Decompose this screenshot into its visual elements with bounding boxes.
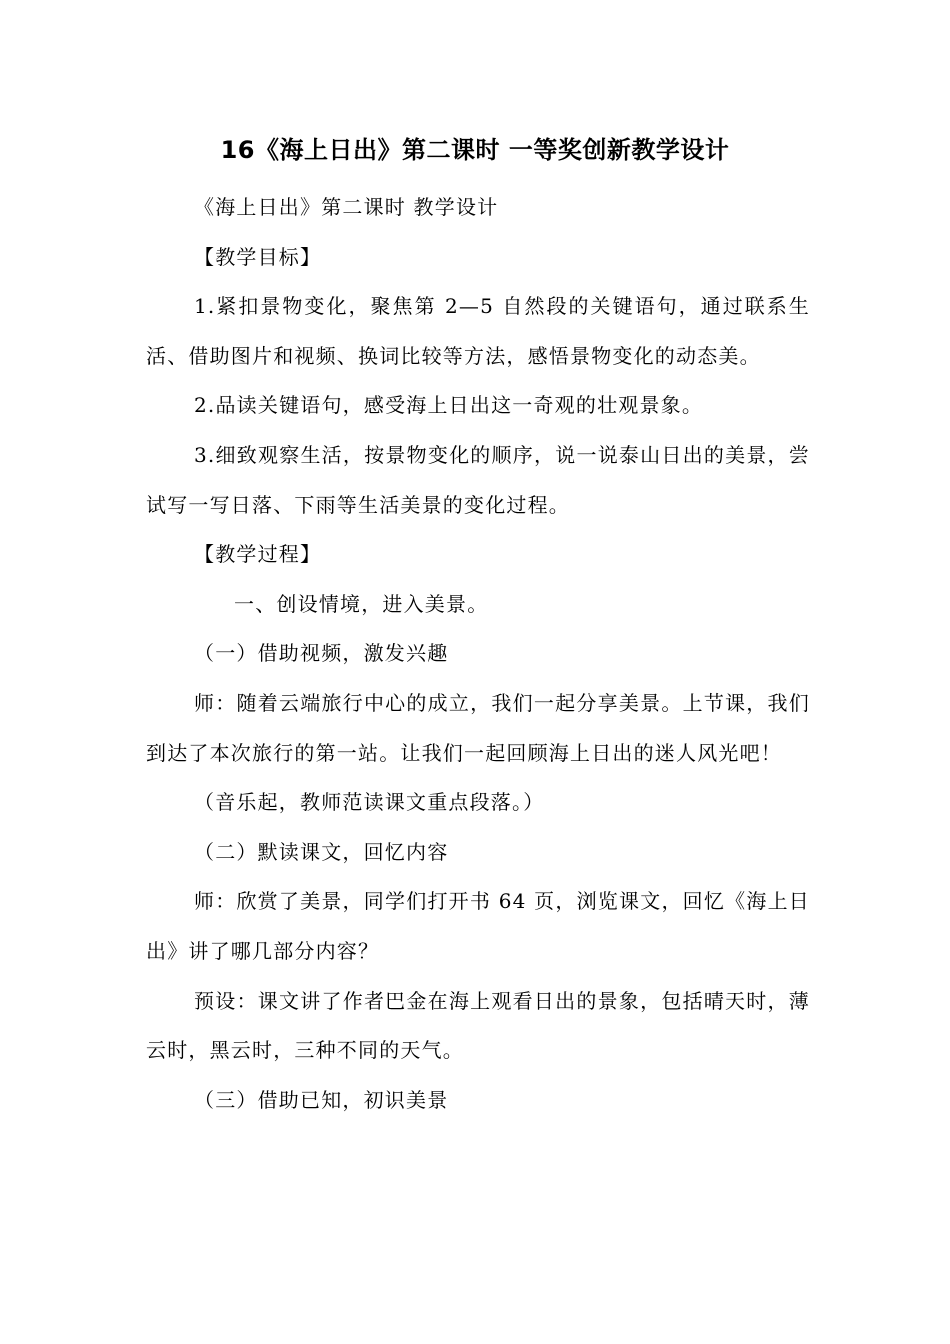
subsection-1: （一）借助视频，激发兴趣: [194, 641, 449, 666]
objective-2: 2.品读关键语句，感受海上日出这一奇观的壮观景象。: [194, 393, 704, 418]
preset-answer-paragraph: 预设：课文讲了作者巴金在海上观看日出的景象，包括晴天时，薄云时，黑云时，三种不同的天气。: [146, 988, 810, 1063]
music-note-paragraph: （音乐起，教师范读课文重点段落。）: [194, 790, 545, 815]
document-title: 16《海上日出》第二课时 一等奖创新教学设计: [220, 136, 730, 164]
section-heading-process: 【教学过程】: [194, 542, 322, 567]
section-heading-objectives: 【教学目标】: [194, 244, 322, 269]
teacher-paragraph-1: 师：随着云端旅行中心的成立，我们一起分享美景。上节课，我们到达了本次旅行的第一站。让我们一起回顾海上日出的迷人风光吧！: [146, 690, 810, 765]
objective-3: 3.细致观察生活，按景物变化的顺序，说一说泰山日出的美景，尝试写一写日落、下雨等生活美景的变化过程。: [146, 442, 810, 517]
teacher-paragraph-2: 师：欣赏了美景，同学们打开书 64 页，浏览课文，回忆《海上日出》讲了哪几部分内容？: [146, 889, 810, 963]
objective-1: 1.紧扣景物变化，聚焦第 2—5 自然段的关键语句，通过联系生活、借助图片和视频、换词比较等方法，感悟景物变化的动态美。: [146, 294, 810, 368]
subtitle-paragraph: 《海上日出》第二课时 教学设计: [194, 195, 499, 219]
document-body: [146, 183, 810, 1125]
subsection-3: （三）借助已知，初识美景: [194, 1087, 449, 1112]
subsection-2: （二）默读课文，回忆内容: [194, 839, 449, 864]
process-step-1: 一、创设情境，进入美景。: [234, 591, 489, 616]
